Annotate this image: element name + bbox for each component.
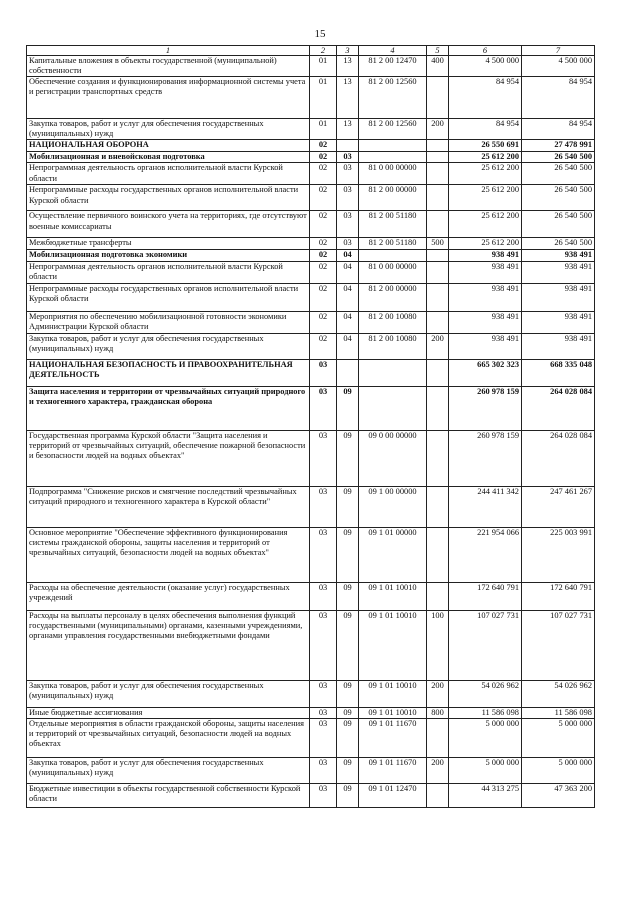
target-article-code: 09 1 01 11670 [359,718,427,757]
target-article-code: 81 2 00 10080 [359,311,427,333]
expense-type-code: 800 [427,707,449,718]
section-code: 03 [310,610,337,680]
section-code: 02 [310,238,337,250]
row-name: Непрограммные расходы государственных органов исполнительной власти Курской области [27,185,310,211]
expense-type-code [427,283,449,311]
target-article-code [359,152,427,163]
amount-year-1: 25 612 200 [449,211,522,238]
row-name: Мобилизационная подготовка экономики [27,250,310,261]
column-header: 3 [337,46,359,56]
section-code: 02 [310,283,337,311]
amount-year-1: 5 000 000 [449,757,522,783]
amount-year-1: 44 313 275 [449,783,522,807]
expense-type-code [427,185,449,211]
section-code: 03 [310,757,337,783]
amount-year-2: 11 586 098 [522,707,595,718]
expense-type-code [427,152,449,163]
target-article-code [359,250,427,261]
subsection-code: 09 [337,680,359,707]
amount-year-1: 172 640 791 [449,582,522,610]
section-code: 03 [310,582,337,610]
table-row [27,163,595,185]
row-name: НАЦИОНАЛЬНАЯ ОБОРОНА [27,140,310,152]
amount-year-2: 5 000 000 [522,718,595,757]
table-row [27,238,595,250]
subsection-code: 09 [337,718,359,757]
column-header: 4 [359,46,427,56]
amount-year-2: 264 028 084 [522,386,595,430]
expense-type-code [427,582,449,610]
amount-year-1: 107 027 731 [449,610,522,680]
subsection-code: 04 [337,250,359,261]
row-name: Непрограммная деятельность органов исполнительной власти Курской области [27,261,310,283]
amount-year-1: 25 612 200 [449,185,522,211]
amount-year-2: 4 500 000 [522,56,595,77]
amount-year-2: 54 026 962 [522,680,595,707]
amount-year-2: 938 491 [522,311,595,333]
expense-type-code: 100 [427,610,449,680]
target-article-code: 81 2 00 00000 [359,283,427,311]
table-row [27,582,595,610]
amount-year-1: 11 586 098 [449,707,522,718]
expense-type-code: 200 [427,757,449,783]
amount-year-1: 244 411 342 [449,486,522,527]
target-article-code: 81 2 00 51180 [359,211,427,238]
subsection-code: 03 [337,152,359,163]
section-code: 03 [310,486,337,527]
table-row [27,680,595,707]
section-code: 03 [310,359,337,386]
expense-type-code: 200 [427,333,449,359]
expense-type-code: 200 [427,119,449,140]
row-name: Бюджетные инвестиции в объекты государственной собственности Курской области [27,783,310,807]
amount-year-1: 5 000 000 [449,718,522,757]
table-row [27,211,595,238]
subsection-code: 09 [337,386,359,430]
row-name: Защита населения и территории от чрезвычайных ситуаций природного и техногенного характера, гражданская оборона [27,386,310,430]
expense-type-code [427,163,449,185]
expense-type-code [427,77,449,119]
expense-type-code [427,783,449,807]
section-code: 01 [310,77,337,119]
amount-year-1: 84 954 [449,77,522,119]
section-code: 03 [310,680,337,707]
expense-type-code [427,261,449,283]
target-article-code: 81 2 00 12560 [359,77,427,119]
expense-type-code [427,527,449,582]
row-name: Мобилизационная и вневойсковая подготовка [27,152,310,163]
table-row [27,386,595,430]
subsection-code: 09 [337,757,359,783]
target-article-code: 09 1 00 00000 [359,486,427,527]
amount-year-2: 225 003 991 [522,527,595,582]
row-name: Осуществление первичного воинского учета на территориях, где отсутствуют военные комиссариаты [27,211,310,238]
amount-year-1: 665 302 323 [449,359,522,386]
amount-year-2: 938 491 [522,283,595,311]
expense-type-code [427,486,449,527]
section-code: 03 [310,430,337,486]
subsection-code: 13 [337,77,359,119]
page-number: 15 [314,28,326,40]
section-code: 02 [310,163,337,185]
subsection-code: 09 [337,707,359,718]
subsection-code: 03 [337,185,359,211]
section-code: 03 [310,386,337,430]
column-header: 7 [522,46,595,56]
target-article-code: 09 1 01 10010 [359,680,427,707]
target-article-code: 09 1 01 11670 [359,757,427,783]
expense-type-code: 500 [427,238,449,250]
amount-year-2: 668 335 048 [522,359,595,386]
subsection-code: 13 [337,56,359,77]
target-article-code [359,140,427,152]
expense-type-code: 400 [427,56,449,77]
amount-year-1: 938 491 [449,333,522,359]
amount-year-1: 25 612 200 [449,152,522,163]
expense-type-code [427,140,449,152]
amount-year-2: 26 540 500 [522,185,595,211]
budget-table [26,45,595,808]
expense-type-code [427,718,449,757]
row-name: Отдельные мероприятия в области гражданской обороны, защиты населения и территорий от чрезвычайных ситуаций, безопасности людей на водных объектах [27,718,310,757]
amount-year-1: 260 978 159 [449,430,522,486]
column-number-row [27,46,595,56]
section-code: 02 [310,140,337,152]
amount-year-2: 938 491 [522,250,595,261]
subsection-code: 09 [337,486,359,527]
table-row [27,152,595,163]
amount-year-2: 26 540 500 [522,152,595,163]
subsection-code: 03 [337,238,359,250]
section-code: 02 [310,333,337,359]
table-row [27,261,595,283]
column-header: 6 [449,46,522,56]
table-row [27,185,595,211]
target-article-code: 09 1 01 12470 [359,783,427,807]
amount-year-2: 172 640 791 [522,582,595,610]
target-article-code: 09 1 01 10010 [359,707,427,718]
row-name: Капитальные вложения в объекты государственной (муниципальной) собственности [27,56,310,77]
target-article-code: 09 1 01 00000 [359,527,427,582]
table-row [27,610,595,680]
row-name: Непрограммные расходы государственных органов исполнительной власти Курской области [27,283,310,311]
section-code: 02 [310,185,337,211]
amount-year-2: 26 540 500 [522,211,595,238]
row-name: Иные бюджетные ассигнования [27,707,310,718]
table-row [27,486,595,527]
target-article-code: 09 1 01 10010 [359,610,427,680]
target-article-code: 09 0 00 00000 [359,430,427,486]
subsection-code: 13 [337,119,359,140]
table-row [27,359,595,386]
row-name: Расходы на выплаты персоналу в целях обеспечения выполнения функций государственными (муниципальными) органами, казенными учреждениями, органами управления государственными внебюджетными фондами [27,610,310,680]
table-row [27,333,595,359]
target-article-code: 81 2 00 12560 [359,119,427,140]
row-name: Государственная программа Курской области "Защита населения и территорий от чрезвычайных ситуаций, обеспечение пожарной безопасности и безопасности людей на водных объектах" [27,430,310,486]
amount-year-2: 47 363 200 [522,783,595,807]
row-name: Закупка товаров, работ и услуг для обеспечения государственных (муниципальных) нужд [27,119,310,140]
expense-type-code [427,430,449,486]
subsection-code: 09 [337,610,359,680]
amount-year-1: 25 612 200 [449,238,522,250]
amount-year-1: 938 491 [449,261,522,283]
target-article-code [359,359,427,386]
table-row [27,718,595,757]
subsection-code: 04 [337,261,359,283]
section-code: 02 [310,311,337,333]
row-name: Мероприятия по обеспечению мобилизационной готовности экономики Администрации Курской области [27,311,310,333]
amount-year-1: 938 491 [449,250,522,261]
expense-type-code [427,250,449,261]
amount-year-2: 107 027 731 [522,610,595,680]
amount-year-1: 221 954 066 [449,527,522,582]
row-name: Расходы на обеспечение деятельности (оказание услуг) государственных учреждений [27,582,310,610]
amount-year-1: 26 550 691 [449,140,522,152]
expense-type-code [427,359,449,386]
table-row [27,119,595,140]
subsection-code [337,359,359,386]
row-name: Межбюджетные трансферты [27,238,310,250]
row-name: Закупка товаров, работ и услуг для обеспечения государственных (муниципальных) нужд [27,333,310,359]
expense-type-code [427,211,449,238]
table-row [27,56,595,77]
amount-year-2: 84 954 [522,77,595,119]
table-row [27,311,595,333]
amount-year-2: 938 491 [522,261,595,283]
amount-year-2: 938 491 [522,333,595,359]
table-row [27,430,595,486]
amount-year-1: 54 026 962 [449,680,522,707]
section-code: 02 [310,152,337,163]
target-article-code: 81 2 00 00000 [359,185,427,211]
amount-year-1: 938 491 [449,283,522,311]
table-row [27,783,595,807]
table-row [27,283,595,311]
amount-year-1: 4 500 000 [449,56,522,77]
table-row [27,250,595,261]
expense-type-code: 200 [427,680,449,707]
amount-year-2: 247 461 267 [522,486,595,527]
expense-type-code [427,386,449,430]
table-body [27,56,595,808]
amount-year-1: 25 612 200 [449,163,522,185]
section-code: 03 [310,527,337,582]
subsection-code: 09 [337,527,359,582]
subsection-code: 04 [337,333,359,359]
table-row [27,527,595,582]
section-code: 01 [310,56,337,77]
section-code: 01 [310,119,337,140]
target-article-code: 81 2 00 51180 [359,238,427,250]
row-name: Непрограммная деятельность органов исполнительной власти Курской области [27,163,310,185]
row-name: Основное мероприятие "Обеспечение эффективного функционирования системы гражданской обороны, защиты населения и территорий от чрезвычайных ситуаций, безопасности людей на водных объектах" [27,527,310,582]
subsection-code: 03 [337,211,359,238]
target-article-code: 81 2 00 12470 [359,56,427,77]
subsection-code: 04 [337,311,359,333]
target-article-code: 81 0 00 00000 [359,261,427,283]
target-article-code: 81 2 00 10080 [359,333,427,359]
section-code: 03 [310,718,337,757]
subsection-code: 04 [337,283,359,311]
subsection-code: 09 [337,783,359,807]
amount-year-1: 84 954 [449,119,522,140]
row-name: Закупка товаров, работ и услуг для обеспечения государственных (муниципальных) нужд [27,757,310,783]
amount-year-2: 27 478 991 [522,140,595,152]
column-header: 2 [310,46,337,56]
amount-year-2: 84 954 [522,119,595,140]
row-name: Подпрограмма "Снижение рисков и смягчение последствий чрезвычайных ситуаций природного и техногенного характера в Курской области" [27,486,310,527]
amount-year-1: 938 491 [449,311,522,333]
target-article-code [359,386,427,430]
section-code: 02 [310,211,337,238]
amount-year-2: 264 028 084 [522,430,595,486]
amount-year-2: 5 000 000 [522,757,595,783]
row-name: Закупка товаров, работ и услуг для обеспечения государственных (муниципальных) нужд [27,680,310,707]
subsection-code [337,140,359,152]
subsection-code: 09 [337,430,359,486]
subsection-code: 09 [337,582,359,610]
amount-year-2: 26 540 500 [522,163,595,185]
section-code: 03 [310,783,337,807]
column-header: 1 [27,46,310,56]
amount-year-1: 260 978 159 [449,386,522,430]
section-code: 02 [310,261,337,283]
expense-type-code [427,311,449,333]
section-code: 03 [310,707,337,718]
subsection-code: 03 [337,163,359,185]
table-row [27,757,595,783]
target-article-code: 09 1 01 10010 [359,582,427,610]
table-row [27,707,595,718]
amount-year-2: 26 540 500 [522,238,595,250]
column-header: 5 [427,46,449,56]
row-name: НАЦИОНАЛЬНАЯ БЕЗОПАСНОСТЬ И ПРАВООХРАНИТЕЛЬНАЯ ДЕЯТЕЛЬНОСТЬ [27,359,310,386]
row-name: Обеспечение создания и функционирования информационной системы учета и регистрации транспортных средств [27,77,310,119]
target-article-code: 81 0 00 00000 [359,163,427,185]
table-row [27,77,595,119]
section-code: 02 [310,250,337,261]
table-row [27,140,595,152]
